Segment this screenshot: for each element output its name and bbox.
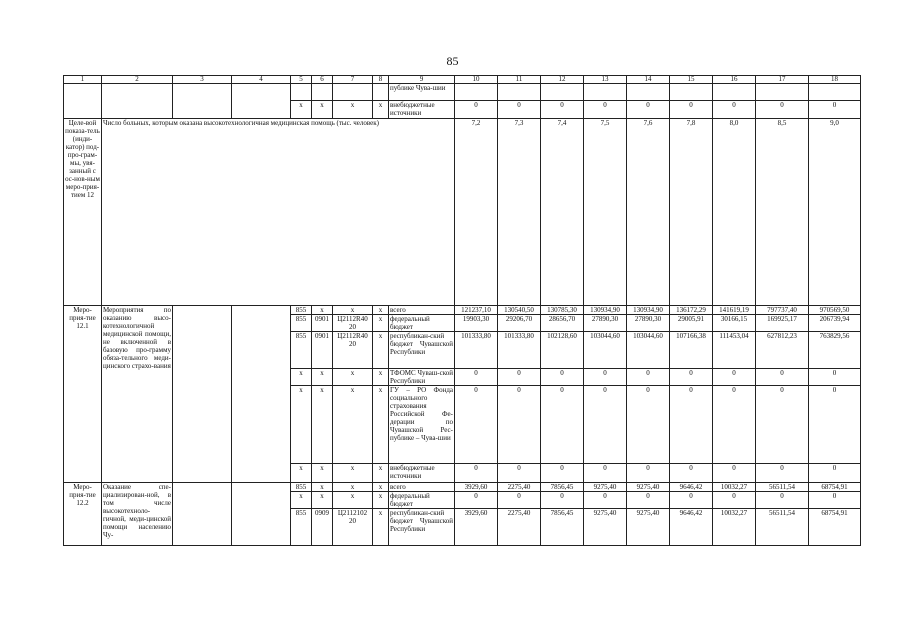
table-row: 855 0909 Ц2112102 20 x республикан-ский бюджет Чувашской Республики 3929,60 2275,40 7856,45 9275,40 9275,40 9646,42 10032,27 56511,54 68754,91 xyxy=(64,509,861,546)
measure-name: Мероприятия по оказанию высо-котехнологичной медицинской помощи, не включенной в базовую про-грамму обяза-тельного меди-цинского страхо-вания xyxy=(102,306,173,483)
source-cell: внебюджетные источники xyxy=(389,101,455,119)
indicator-row: Целе-вой показа-тель (инди-катор) под-про-грам-мы, увя-занный с ос-нов-ным меро-прия-тием 12 Число больных, которым оказана высокотехнологичная медицинская помощь (тыс. человек) 7,2 7,3 7,4 7,5 7,6 7,8 8,0 8,5 9,0 xyxy=(64,119,861,306)
header-cell: 11 xyxy=(498,76,541,84)
table-row: x x x x ГУ – РО Фонда социального страхования Российской Фе-дерации по Чувашской Рес-публике – Чува-шии 0 0 0 0 0 0 0 0 0 xyxy=(64,386,861,464)
table-row: 855 0901 Ц2112R40 20 x федеральный бюджет 19903,30 29206,70 28656,70 27890,30 27890,30 29005,91 30166,15 169925,17 206739,94 xyxy=(64,315,861,332)
header-cell: 14 xyxy=(627,76,670,84)
header-cell: 9 xyxy=(389,76,455,84)
header-cell: 2 xyxy=(102,76,173,84)
table-row: x x x x ТФОМС Чуваш-ской Республики 0 0 0 0 0 0 0 0 0 xyxy=(64,369,861,386)
source-cell: публике Чува-шии xyxy=(389,84,455,101)
page-number: 85 xyxy=(446,54,459,68)
table-row: x x x x внебюджетные источники 0 0 0 0 0 0 0 0 0 xyxy=(64,101,861,119)
header-cell: 17 xyxy=(756,76,809,84)
header-cell: 8 xyxy=(373,76,389,84)
header-cell: 4 xyxy=(232,76,291,84)
indicator-label: Целе-вой показа-тель (инди-катор) под-про-грам-мы, увя-занный с ос-нов-ным меро-прия-тием 12 xyxy=(64,119,102,306)
header-row xyxy=(64,76,861,84)
header-cell: 10 xyxy=(455,76,498,84)
table-row: 855 0901 Ц2112R40 20 x республикан-ский бюджет Чувашской Республики 101333,80 101333,80 102128,60 103044,60 103044,60 107166,38 111453,04 627812,23 763829,56 xyxy=(64,332,861,369)
header-cell: 6 xyxy=(312,76,333,84)
header-cell: 15 xyxy=(670,76,713,84)
table-row: Меро-прия-тие 12.2 Оказание спе-циализирован-ной, в том числе высокотехноло-гичной, меди-цинской помощи населению Чу- 855 x x x всего 3929,60 2275,40 7856,45 9275,40 9275,40 9646,42 10032,27 56511,54 68754,91 xyxy=(64,483,861,492)
header-cell: 3 xyxy=(173,76,232,84)
budget-table xyxy=(63,75,861,546)
measure-label: Меро-прия-тие 12.1 xyxy=(64,306,102,483)
table-row: x x x x внебюджетные источники 0 0 0 0 0 0 0 0 0 xyxy=(64,464,861,483)
header-cell: 13 xyxy=(584,76,627,84)
table-row: Меро-прия-тие 12.1 Мероприятия по оказанию высо-котехнологичной медицинской помощи, не включенной в базовую про-грамму обяза-тельного меди-цинского страхо-вания 855 x x x всего 121237,10 130540,50 130785,30 130934,90 130934,90 136172,29 141619,19 797737,40 970569,50 xyxy=(64,306,861,315)
header-cell: 18 xyxy=(809,76,861,84)
table-row: x x x x федеральный бюджет 0 0 0 0 0 0 0 0 0 xyxy=(64,492,861,509)
header-cell: 5 xyxy=(291,76,312,84)
measure-name: Оказание спе-циализирован-ной, в том числе высокотехноло-гичной, меди-цинской помощи населению Чу- xyxy=(102,483,173,546)
indicator-text: Число больных, которым оказана высокотехнологичная медицинская помощь (тыс. человек) xyxy=(102,119,455,306)
header-cell: 12 xyxy=(541,76,584,84)
table-row xyxy=(64,84,861,101)
header-cell: 7 xyxy=(333,76,373,84)
measure-label: Меро-прия-тие 12.2 xyxy=(64,483,102,546)
header-cell: 1 xyxy=(64,76,102,84)
header-cell: 16 xyxy=(713,76,756,84)
